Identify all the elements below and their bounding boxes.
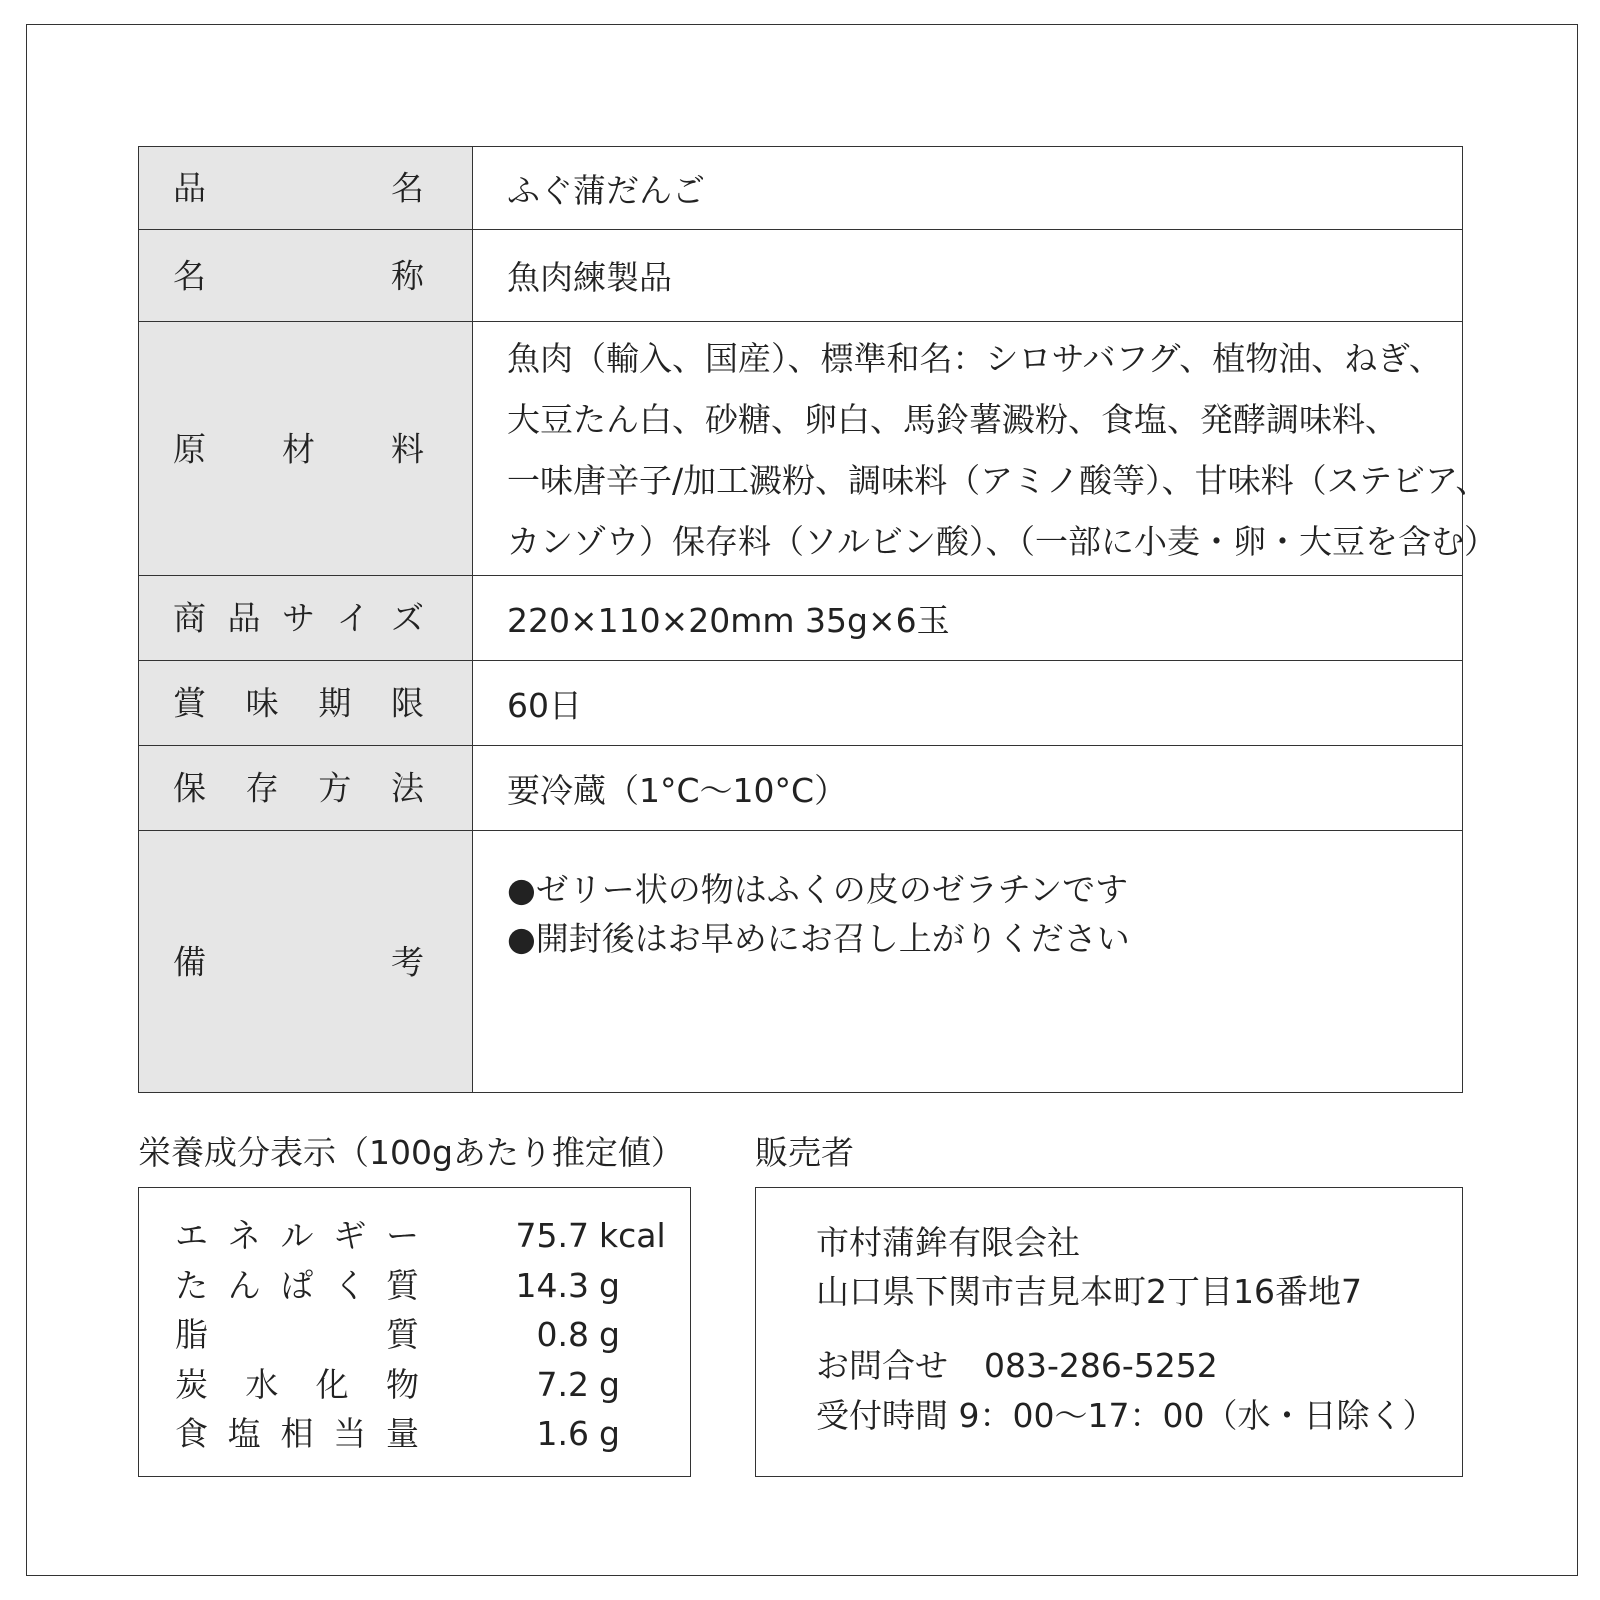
seller-company: 市村蒲鉾有限会社 <box>816 1223 1080 1262</box>
nutrition-unit: g <box>599 1265 620 1305</box>
label-char: 名 <box>391 168 424 208</box>
spec-row-category <box>139 230 1463 322</box>
seller-hours: 受付時間 9：00～17：00（水・日除く） <box>816 1396 1436 1435</box>
label-char: 化 <box>315 1364 349 1404</box>
nutrition-unit: g <box>599 1364 620 1404</box>
spec-row-product-name <box>139 147 1463 230</box>
contact-label: お問合せ <box>816 1346 948 1385</box>
label-char: 材 <box>282 429 315 468</box>
nutrition-row-protein <box>175 1265 620 1305</box>
label-char: 備 <box>173 942 206 981</box>
label-char: イ <box>336 598 370 638</box>
seller-address: 山口県下関市吉見本町2丁目16番地7 <box>816 1272 1362 1311</box>
nutrition-value: 1.6 <box>536 1413 589 1453</box>
label-char: 食 <box>175 1413 208 1453</box>
seller-box <box>755 1187 1463 1477</box>
label-char: 賞 <box>173 683 206 723</box>
seller-heading: 販売者 <box>755 1133 854 1172</box>
nutrition-unit: g <box>599 1314 620 1354</box>
label-char: 物 <box>385 1364 419 1404</box>
spec-label-size <box>139 576 473 661</box>
nutrition-unit: g <box>599 1413 620 1453</box>
label-char: 当 <box>333 1413 367 1453</box>
nutrition-value: 0.8 <box>536 1314 589 1354</box>
label-char: 存 <box>245 768 279 808</box>
label-char: 質 <box>386 1314 419 1354</box>
spec-label-product-name <box>139 147 473 230</box>
spec-value-expiry: 60日 <box>473 661 1463 746</box>
nutrition-row-energy <box>175 1215 666 1255</box>
nutrition-label <box>175 1314 419 1354</box>
spec-row-size <box>139 576 1463 661</box>
label-char: く <box>333 1265 367 1305</box>
nutrition-heading: 栄養成分表示（100gあたり推定値） <box>138 1133 684 1172</box>
label-char: ギ <box>333 1215 367 1255</box>
nutrition-box <box>138 1187 691 1477</box>
label-char: エ <box>175 1215 208 1255</box>
label-char: 塩 <box>227 1413 261 1453</box>
label-char: 考 <box>391 942 424 981</box>
ingredients-line: 魚肉（輸入、国産）、標準和名：シロサバフグ、植物油、ねぎ、 <box>507 338 1442 378</box>
label-char: 品 <box>227 598 261 638</box>
label-char: 原 <box>173 429 206 468</box>
spec-row-remarks <box>139 831 1463 1093</box>
spec-label-category <box>139 230 473 322</box>
label-char: ぱ <box>280 1265 314 1305</box>
spec-value-product-name: ふぐ蒲だんご <box>473 147 1463 230</box>
label-char: 保 <box>173 768 206 808</box>
label-char: 期 <box>318 683 352 723</box>
phone-number: 083-286-5252 <box>984 1346 1218 1385</box>
label-char: 脂 <box>175 1314 208 1354</box>
label-char: ル <box>280 1215 314 1255</box>
label-char: 品 <box>173 168 206 208</box>
spec-row-storage <box>139 746 1463 831</box>
spec-label-storage <box>139 746 473 831</box>
nutrition-value: 7.2 <box>536 1364 589 1404</box>
seller-contact <box>816 1346 1218 1385</box>
label-char: 名 <box>173 256 206 295</box>
spec-label-remarks <box>139 831 473 1093</box>
remarks-line: ●開封後はお早めにお召し上がりください <box>507 919 1130 958</box>
label-char: 方 <box>318 768 352 808</box>
label-char: 水 <box>245 1364 279 1404</box>
nutrition-value: 14.3 <box>515 1265 589 1305</box>
nutrition-value: 75.7 <box>515 1215 589 1255</box>
spec-row-expiry <box>139 661 1463 746</box>
spec-label-ingredients <box>139 322 473 576</box>
label-char: 料 <box>391 429 424 468</box>
label-char: た <box>175 1265 208 1305</box>
label-char: 炭 <box>175 1364 208 1404</box>
ingredients-line: 大豆たん白、砂糖、卵白、馬鈴薯澱粉、食塩、発酵調味料、 <box>507 399 1398 439</box>
label-char: 量 <box>386 1413 419 1453</box>
ingredients-line: 一味唐辛子/加工澱粉、調味料（アミノ酸等）、甘味料（ステビア、 <box>507 460 1489 500</box>
nutrition-unit: kcal <box>599 1215 666 1255</box>
spec-value-remarks <box>473 831 1463 1093</box>
ingredients-line: カンゾウ）保存料（ソルビン酸）、（一部に小麦・卵・大豆を含む） <box>507 521 1497 561</box>
nutrition-label <box>175 1364 419 1404</box>
nutrition-label <box>175 1265 419 1305</box>
spec-value-ingredients <box>473 322 1497 576</box>
nutrition-row-salt <box>175 1413 620 1453</box>
nutrition-row-carbohydrate <box>175 1364 620 1404</box>
label-char: サ <box>282 598 315 638</box>
label-char: ん <box>227 1265 261 1305</box>
label-char: ネ <box>227 1215 261 1255</box>
label-char: 法 <box>390 768 424 808</box>
spec-row-ingredients <box>139 322 1463 576</box>
label-char: 味 <box>245 683 279 723</box>
label-char: 限 <box>390 683 424 723</box>
remarks-line: ●ゼリー状の物はふくの皮のゼラチンです <box>507 870 1129 909</box>
product-spec-table <box>138 146 1497 1093</box>
nutrition-row-fat <box>175 1314 620 1354</box>
label-char: 質 <box>386 1265 419 1305</box>
label-char: 商 <box>173 598 206 638</box>
label-char: 相 <box>280 1413 314 1453</box>
spec-value-storage: 要冷蔵（1°C～10°C） <box>473 746 1463 831</box>
spec-value-category: 魚肉練製品 <box>473 230 1463 322</box>
spec-value-size: 220×110×20mm 35g×6玉 <box>473 576 1463 661</box>
label-char: 称 <box>391 256 424 295</box>
spec-label-expiry <box>139 661 473 746</box>
label-char: ズ <box>391 598 424 638</box>
label-char: ー <box>386 1215 419 1255</box>
nutrition-label <box>175 1215 419 1255</box>
nutrition-label <box>175 1413 419 1453</box>
